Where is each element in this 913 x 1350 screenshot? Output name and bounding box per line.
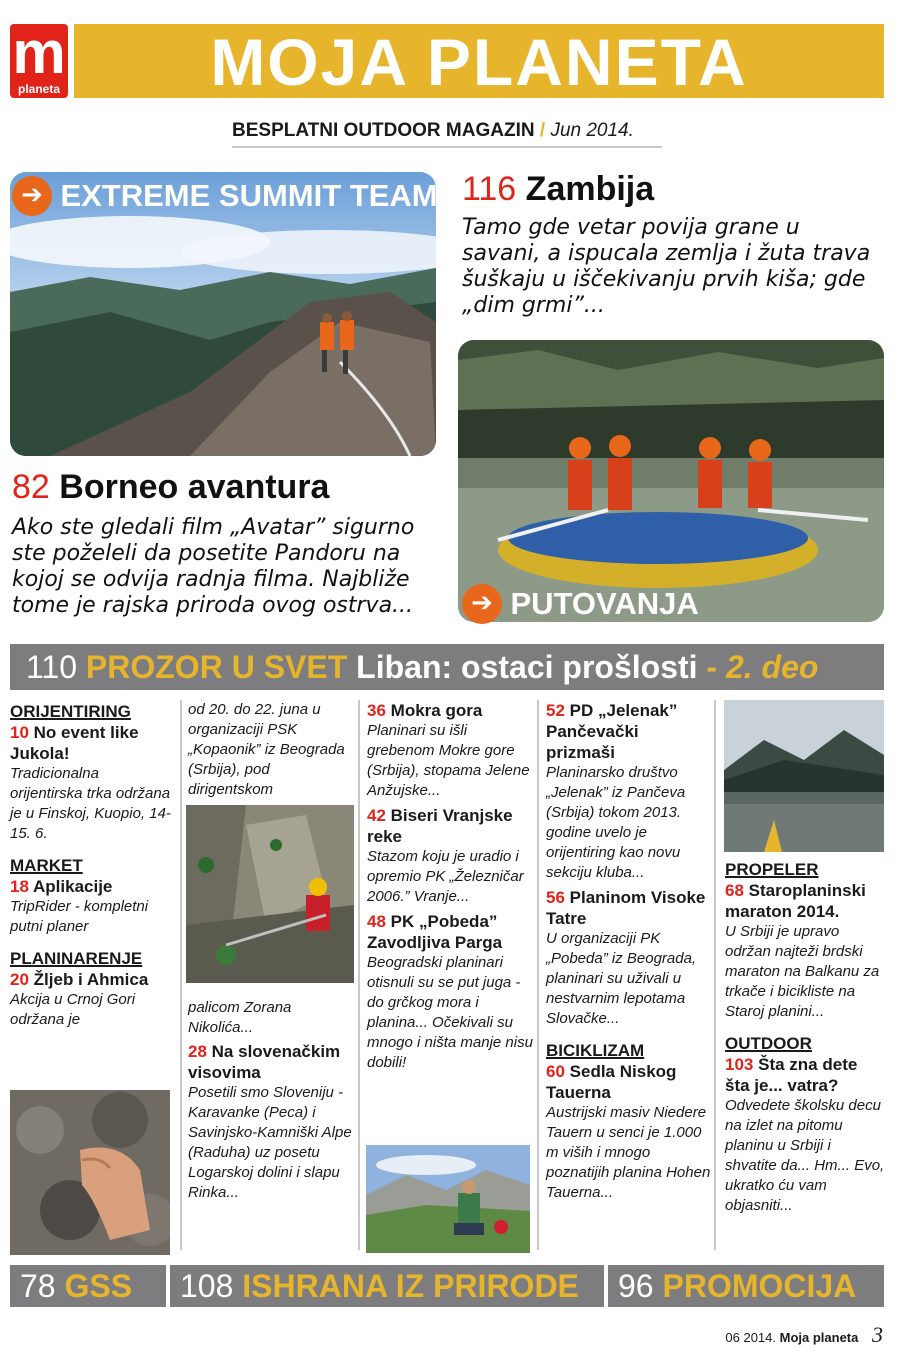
article-title[interactable] xyxy=(367,911,533,953)
article-page-number: 48 xyxy=(367,912,386,931)
article-page-number: 28 xyxy=(188,1042,207,1061)
article-title-text: Staroplaninski maraton 2014. xyxy=(725,881,866,921)
article-title[interactable] xyxy=(367,700,533,721)
article-text: U organizaciji PK „Pobeda” iz Beograda, planinari su uživali u nestvarnim lepotama Slovačke... xyxy=(546,930,697,1027)
article-text: Austrijski masiv Niedere Tauern u senci je 1.000 m viših i mnogo poznatijih planina Hohen Tauerna... xyxy=(546,1104,711,1201)
article-text: U Srbiji je upravo održan najteži brdski maraton na Balkanu za trkače i bicikliste na Staroj planini... xyxy=(725,923,880,1020)
footer-label: PROMOCIJA xyxy=(662,1268,857,1304)
article-page-number: 60 xyxy=(546,1062,565,1081)
article-title-text: Na slovenačkim visovima xyxy=(188,1042,341,1082)
article-page-number: 68 xyxy=(725,881,744,900)
masthead-title-bar xyxy=(74,24,884,98)
article-text: Akcija u Crnoj Gori održana je xyxy=(10,991,136,1028)
arrow-right-icon xyxy=(12,176,52,216)
issue-date: Jun 2014. xyxy=(550,120,634,141)
article-title-text: Planinom Visoke Tatre xyxy=(546,888,706,928)
subtitle-text: BESPLATNI OUTDOOR MAGAZIN xyxy=(232,120,535,141)
borneo-title-text: Borneo avantura xyxy=(59,468,330,506)
article-title-text: Sedla Niskog Tauerna xyxy=(546,1062,677,1102)
zambija-story-title[interactable] xyxy=(462,170,654,209)
borneo-story-title[interactable] xyxy=(12,468,329,507)
article-title-text: Šta zna dete šta je... vatra? xyxy=(725,1055,858,1095)
section-orijentiring: ORIJENTIRING xyxy=(10,702,131,721)
section-market: MARKET xyxy=(10,856,83,875)
section-outdoor: OUTDOOR xyxy=(725,1034,812,1053)
putovanja-text: PUTOVANJA xyxy=(510,586,699,621)
prozor-banner[interactable] xyxy=(10,644,884,690)
article-title-text: Mokra gora xyxy=(390,701,483,720)
banner-suffix: - 2. deo xyxy=(706,649,819,685)
article-title[interactable] xyxy=(546,887,712,929)
article-title-text: No event like Jukola! xyxy=(10,723,139,763)
section-biciklizam: BICIKLIZAM xyxy=(546,1041,645,1060)
footer-brand: Moja planeta xyxy=(779,1330,859,1345)
article-text: palicom Zorana Nikolića... xyxy=(188,999,292,1036)
climbing-hand-photo[interactable] xyxy=(10,1090,170,1255)
article-title-text: Aplikacije xyxy=(33,877,113,896)
article-page-number: 18 xyxy=(10,877,29,896)
article-title[interactable] xyxy=(10,876,174,897)
column-1 xyxy=(10,700,174,1030)
article-page-number: 56 xyxy=(546,888,565,907)
article-text: Odvedete školsku decu na izlet na pitomu planinu u Srbiji i shvatite da... Hm... Evo, ukratko ću vam objasniti... xyxy=(725,1097,885,1214)
zambija-title-text: Zambija xyxy=(525,170,655,208)
column-divider xyxy=(537,700,539,1250)
column-2-lower xyxy=(188,998,354,1203)
article-text: Tradicionalna orijentirska trka održana je u Finskoj, Kuopio, 14-15. 6. xyxy=(10,765,171,842)
zambija-page-number: 116 xyxy=(462,170,517,208)
lake-kayak-photo[interactable] xyxy=(724,700,884,852)
article-title-text: PK „Pobeda” Zavodljiva Parga xyxy=(367,912,503,952)
section-planinarenje: PLANINARENJE xyxy=(10,949,143,968)
footer-page-number: 96 xyxy=(618,1268,654,1304)
column-divider xyxy=(714,700,716,1250)
footer-page-number: 78 xyxy=(20,1268,56,1304)
masthead-subtitle xyxy=(232,120,662,148)
extreme-summit-label[interactable] xyxy=(12,176,438,216)
logo-letter: m xyxy=(12,19,66,86)
footer-promocija[interactable] xyxy=(608,1265,884,1307)
column-3 xyxy=(367,700,533,1073)
column-divider xyxy=(358,700,360,1250)
article-text: od 20. do 22. juna u organizaciji PSK „Kopaonik” iz Beograda (Srbija), pod dirigentskom xyxy=(188,701,345,798)
borneo-page-number: 82 xyxy=(12,468,50,506)
zambija-description: Tamo gde vetar povija grane u savani, a ispucala zemlja i žuta trava šuškaju u iščekivanju prvih kiša; gde „dim grmi”... xyxy=(462,215,871,318)
footer-label: GSS xyxy=(64,1268,133,1304)
article-text: Posetili smo Sloveniju - Karavanke (Peca) i Savinjsko-Kamniški Alpe (Raduha) uz posetu Logarskoj dolini i slapu Rinka... xyxy=(188,1084,352,1201)
via-ferrata-photo[interactable] xyxy=(186,805,354,983)
article-title[interactable] xyxy=(725,1054,885,1096)
footer-gss[interactable] xyxy=(10,1265,166,1307)
page-footer xyxy=(725,1322,883,1348)
borneo-description: Ako ste gledali film „Avatar” sigurno ste poželeli da posetite Pandoru na kojoj se odvija radnja filma. Najbliže tome je rajska priroda ovog ostrva... xyxy=(12,515,415,618)
article-title[interactable] xyxy=(367,805,533,847)
article-page-number: 42 xyxy=(367,806,386,825)
footer-bars xyxy=(10,1265,884,1307)
article-title-text: Žljeb i Ahmica xyxy=(33,970,149,989)
footer-ishrana[interactable] xyxy=(170,1265,604,1307)
article-text: Beogradski planinari otisnuli su se put juga - do grčkog mora i planina... Očekivali su mnogo i ništa manje nisu dobili! xyxy=(367,954,533,1071)
footer-page-number: 108 xyxy=(180,1268,234,1304)
arrow-right-icon xyxy=(462,584,502,624)
subtitle-slash: / xyxy=(539,120,546,141)
banner-section: PROZOR U SVET xyxy=(85,649,348,685)
logo[interactable] xyxy=(10,19,68,98)
article-text: Planinarsko društvo „Jelenak” iz Pančeva (Srbija) tokom 2013. godine uvelo je orijentiring kao novu sekciju kluba... xyxy=(546,764,686,881)
banner-title: Liban: ostaci prošlosti xyxy=(356,649,698,685)
footer-issue: 06 2014. xyxy=(725,1330,776,1345)
section-propeler: PROPELER xyxy=(725,860,819,879)
article-page-number: 10 xyxy=(10,723,29,742)
masthead-title: MOJA PLANETA xyxy=(210,25,748,99)
article-title[interactable] xyxy=(546,700,712,763)
article-page-number: 20 xyxy=(10,970,29,989)
article-title[interactable] xyxy=(10,722,174,764)
column-5 xyxy=(725,858,885,1216)
extreme-summit-text: EXTREME SUMMIT TEAM xyxy=(60,178,438,213)
column-divider xyxy=(180,700,182,1250)
article-title[interactable] xyxy=(725,880,885,922)
article-text: TripRider - kompletni putni planer xyxy=(10,898,149,935)
footer-label: ISHRANA IZ PRIRODE xyxy=(242,1268,579,1304)
banner-page-number: 110 xyxy=(26,649,78,685)
article-page-number: 103 xyxy=(725,1055,754,1074)
article-title-text: Biseri Vranjske reke xyxy=(367,806,513,846)
parga-hiker-photo[interactable] xyxy=(366,1145,530,1253)
putovanja-label[interactable] xyxy=(462,584,699,624)
article-text: Planinari su išli grebenom Mokre gore (Srbija), stopama Jelene Anžujske... xyxy=(367,722,530,799)
column-2 xyxy=(188,700,354,800)
column-4 xyxy=(546,700,712,1203)
article-title[interactable] xyxy=(10,969,174,990)
article-page-number: 52 xyxy=(546,701,565,720)
page-number: 3 xyxy=(872,1322,883,1347)
article-title[interactable] xyxy=(188,1041,354,1083)
zambija-rafting-photo[interactable] xyxy=(458,340,884,622)
article-page-number: 36 xyxy=(367,701,386,720)
article-text: Stazom koju je uradio i opremio PK „Železničar 2006.” Vranje... xyxy=(367,848,524,905)
article-title[interactable] xyxy=(546,1061,712,1103)
article-title-text: PD „Jelenak” Pančevački prizmaši xyxy=(546,701,678,762)
logo-word: planeta xyxy=(17,82,60,96)
